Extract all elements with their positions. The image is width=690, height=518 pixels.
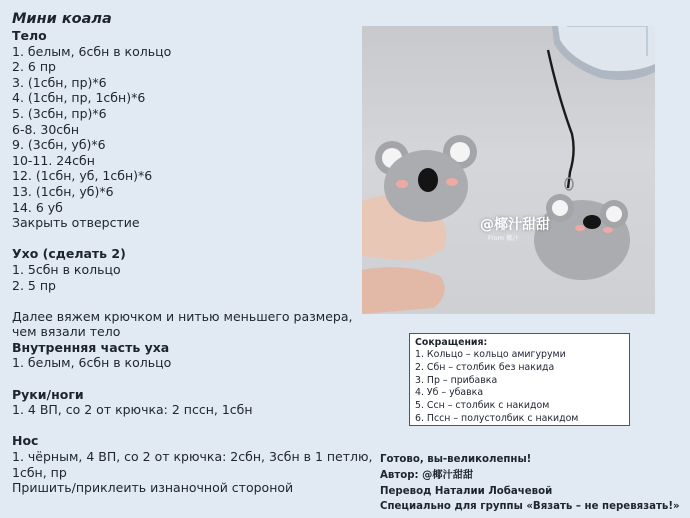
body-row: 4. (1сбн, пр, 1сбн)*6 <box>12 90 146 106</box>
arms-row: 1. 4 ВП, со 2 от крючка: 2 пссн, 1сбн <box>12 402 253 418</box>
spacer <box>12 371 362 387</box>
koala-cheek <box>603 227 613 233</box>
inner-ear-row: 1. белым, 6сбн в кольцо <box>12 355 172 371</box>
body-row: 5. (3сбн, пр)*6 <box>12 105 107 121</box>
abbreviation-item: 6. Пссн – полустолбик с накидом <box>415 412 579 424</box>
credits-group-line: Специально для группы «Вязать – не перевязать!» <box>380 501 680 513</box>
abbreviation-item: 5. Ссн – столбик с накидом <box>415 400 550 412</box>
koala-inner-ear <box>606 206 622 222</box>
koala-inner-ear <box>552 200 568 216</box>
spacer <box>12 231 362 247</box>
body-row: 1. белым, 6сбн в кольцо <box>12 43 172 59</box>
credits-author-line: Автор: @椰汁甜甜 <box>380 469 474 481</box>
credits-block <box>380 452 686 515</box>
body-row: 3. (1сбн, пр)*6 <box>12 74 107 90</box>
section-heading-body: Тело <box>12 28 47 43</box>
hand-finger <box>362 267 445 314</box>
koala-cheek <box>575 225 585 231</box>
nose-row: 1сбн, пр <box>12 464 67 480</box>
koala-photo <box>362 26 655 314</box>
note-line: Далее вяжем крючком и нитью меньшего размера, <box>12 308 353 324</box>
section-heading-ear: Ухо (сделать 2) <box>12 246 126 262</box>
abbreviation-item: 4. Уб – убавка <box>415 387 484 399</box>
abbreviation-item: 3. Пр – прибавка <box>415 374 498 386</box>
section-heading-inner-ear: Внутренняя часть уха <box>12 339 170 355</box>
koala-photo-illustration <box>362 26 655 314</box>
spacer <box>12 418 362 434</box>
body-row: 12. (1сбн, уб, 1сбн)*6 <box>12 168 153 184</box>
ear-row: 2. 5 пр <box>12 277 56 293</box>
credits-done-line: Готово, вы-великолепны! <box>380 454 532 465</box>
photo-watermark: @椰汁甜甜 <box>480 217 550 233</box>
note-line: чем вязали тело <box>12 324 121 340</box>
abbreviations-title: Сокращения: <box>415 337 488 348</box>
body-row: 14. 6 уб <box>12 199 63 215</box>
section-heading-arms: Руки/ноги <box>12 386 84 402</box>
koala-cheek <box>396 180 408 188</box>
lanyard-string <box>548 50 574 188</box>
abbreviation-item: 2. Сбн – столбик без накида <box>415 361 555 373</box>
koala-nose <box>418 168 438 192</box>
koala-nose <box>583 215 601 229</box>
body-row: 6-8. 30сбн <box>12 121 80 137</box>
abbreviations-box <box>409 333 630 426</box>
ear-row: 1. 5сбн в кольцо <box>12 261 121 277</box>
photo-watermark-sub: From 椰汁 <box>488 234 520 242</box>
body-row: 9. (3сбн, уб)*6 <box>12 137 106 153</box>
pattern-title: Мини коала <box>12 11 112 27</box>
nose-row: 1. чёрным, 4 ВП, со 2 от крючка: 2сбн, 3сбн в 1 петлю, <box>12 449 373 465</box>
body-row: 13. (1сбн, уб)*6 <box>12 183 114 199</box>
body-row: 2. 6 пр <box>12 59 56 75</box>
credits-translator-line: Перевод Наталии Лобачевой <box>380 485 553 497</box>
spacer <box>12 293 362 309</box>
phone-screen-shape <box>558 26 655 71</box>
koala-right <box>534 194 630 280</box>
pattern-column <box>12 10 373 496</box>
abbreviation-item: 1. Кольцо – кольцо амигуруми <box>415 349 566 360</box>
body-row: Закрыть отверстие <box>12 215 140 231</box>
nose-row: Пришить/приклеить изнаночной стороной <box>12 480 294 496</box>
body-row: 10-11. 24сбн <box>12 152 95 168</box>
koala-cheek <box>446 178 458 186</box>
section-heading-nose: Нос <box>12 433 39 449</box>
